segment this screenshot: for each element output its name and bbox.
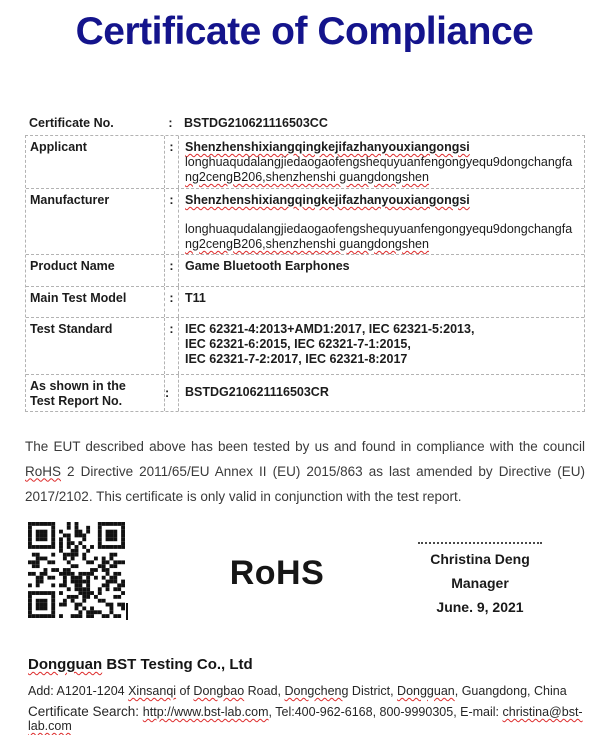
applicant-value — [179, 136, 584, 188]
certificate-search-label: Certificate Search: — [28, 704, 143, 719]
address-mid3: District, — [348, 684, 398, 698]
text-cursor-artifact — [126, 603, 128, 620]
manufacturer-address-line1: longhuaqudalangjiedaogaofengshequyuanfengongyequ9dongchangfa — [185, 222, 573, 236]
applicant-address-line2: ng2cengB206,shenzhenshi guangdongshen — [185, 170, 429, 184]
manufacturer-value — [179, 189, 584, 254]
footer-company-rest: BST Testing Co., Ltd — [102, 656, 253, 673]
applicant-label: Applicant — [30, 140, 87, 154]
address-word-dongcheng: Dongcheng — [284, 684, 349, 698]
row-main-test-model — [26, 287, 584, 318]
manufacturer-address-line2: ng2cengB206,shenzhenshi guangdongshen — [185, 237, 429, 251]
test-standard-line3: IEC 62321-7-2:2017, IEC 62321-8:2017 — [185, 352, 408, 366]
rohs-logo: RoHS — [229, 554, 325, 592]
signature-dotted-line — [418, 542, 542, 544]
colon-separator: : — [164, 189, 179, 254]
footer-certificate-search — [28, 704, 609, 733]
applicant-name: Shenzhenshixiangqingkejifazhanyouxiangongsi — [185, 140, 470, 154]
certificate-title: Certificate of Compliance — [75, 10, 534, 53]
certificate-search-mid: , Tel:400-962-6168, 800-9990305, E-mail: — [268, 705, 503, 719]
qr-code — [28, 522, 125, 618]
product-name-label: Product Name — [30, 259, 115, 273]
address-mid2: Road, — [244, 684, 285, 698]
row-applicant — [26, 136, 584, 189]
address-mid4: , Guangdong, China — [454, 684, 567, 698]
statement-part1: The EUT described above has been tested by us and found in compliance with the council — [25, 438, 585, 454]
colon-separator: : — [164, 375, 179, 411]
colon-separator: : — [164, 287, 179, 317]
row-test-report-no — [26, 375, 584, 411]
address-word-dongguan: Dongguan — [397, 684, 455, 698]
applicant-address-line1: longhuaqudalangjiedaogaofengshequyuanfengongyequ9dongchangfa — [185, 155, 573, 169]
address-pre: Add: A1201-1204 — [28, 684, 129, 698]
certificate-no-label: Certificate No. — [29, 116, 114, 130]
address-word-dongbao: Dongbao — [193, 684, 245, 698]
test-report-no-value: BSTDG210621116503CR — [185, 384, 329, 399]
test-report-no-label — [26, 375, 164, 411]
statement-rohs-word: RoHS — [25, 463, 62, 479]
row-test-standard — [26, 318, 584, 375]
row-certificate-no — [25, 112, 585, 135]
signer-name: Christina Deng — [430, 551, 530, 567]
manufacturer-name: Shenzhenshixiangqingkejifazhanyouxiangongsi — [185, 193, 470, 207]
colon-separator: : — [164, 318, 179, 374]
certificate-search-url: http://www.bst-lab.com — [142, 705, 269, 719]
blank-line — [185, 208, 580, 222]
manufacturer-label: Manufacturer — [30, 193, 110, 207]
colon-separator: : — [164, 136, 179, 188]
test-standard-line1: IEC 62321-4:2013+AMD1:2017, IEC 62321-5:2013, — [185, 322, 475, 336]
address-mid1: of — [176, 684, 194, 698]
test-standard-value — [179, 318, 584, 374]
footer-company-name — [28, 656, 253, 673]
row-manufacturer — [26, 189, 584, 255]
row-product-name — [26, 255, 584, 287]
certificate-search-email: christina@bst-lab.com — [28, 705, 583, 733]
certificate-table — [25, 112, 585, 412]
main-test-model-label: Main Test Model — [30, 291, 127, 305]
signature-block — [400, 542, 560, 623]
colon-separator: : — [164, 255, 179, 286]
main-test-model-value: T11 — [185, 291, 206, 305]
certificate-table-box — [25, 135, 585, 412]
signer-role: Manager — [451, 575, 509, 591]
issue-date: June. 9, 2021 — [436, 599, 524, 615]
footer-company-word1: Dongguan — [28, 656, 103, 673]
certificate-no-value: BSTDG210621116503CC — [184, 116, 328, 130]
test-report-no-label-line2: Test Report No. — [30, 394, 123, 408]
address-word-xinsanqi: Xinsanqi — [128, 684, 177, 698]
test-report-no-label-line1: As shown in the — [30, 379, 126, 393]
product-name-value: Game Bluetooth Earphones — [185, 259, 350, 273]
compliance-statement — [25, 434, 585, 509]
test-standard-line2: IEC 62321-6:2015, IEC 62321-7-1:2015, — [185, 337, 411, 351]
test-standard-label: Test Standard — [30, 322, 113, 336]
colon-separator: : — [168, 116, 173, 130]
footer-address — [28, 684, 567, 698]
statement-part2: 2 Directive 2011/65/EU Annex II (EU) 2015/863 as last amended by Directive (EU) 2017/2102. This certificate is only valid in conjunction with the test report. — [25, 463, 585, 504]
